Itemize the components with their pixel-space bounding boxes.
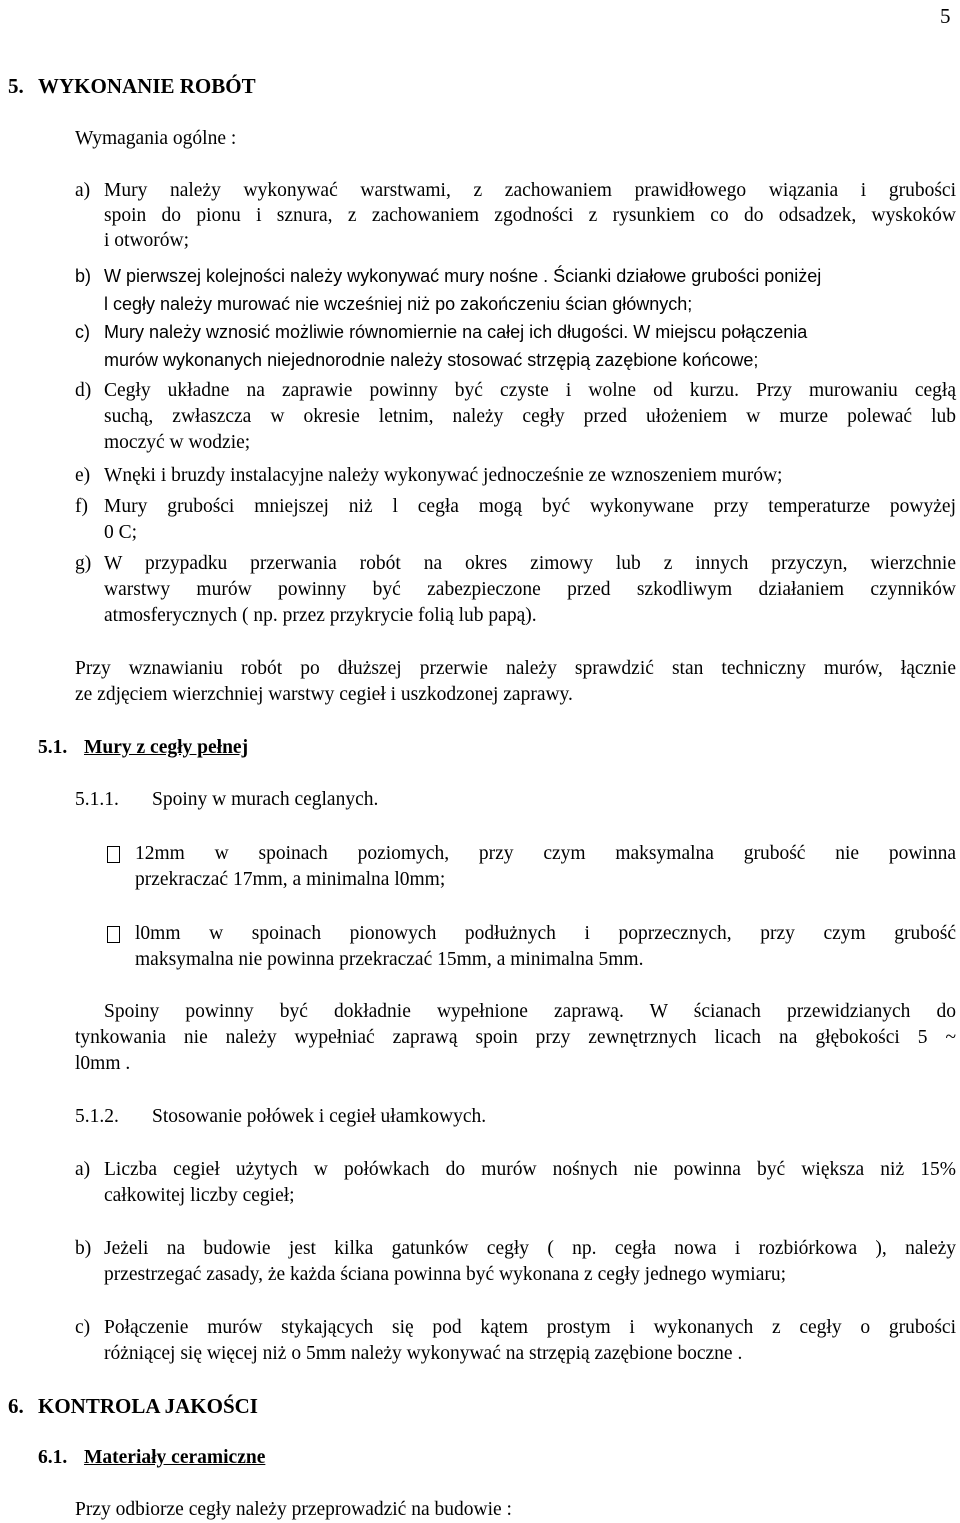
subsubsection-number: 5.1.2. [75, 1106, 119, 1127]
list-item-text: murów wykonanych niejednorodnie należy stosować strzępią zazębione końcowe; [104, 350, 759, 370]
list-item-text: Mury należy wznosić możliwie równomiernie na całej ich długości. W miejscu połączenia [104, 322, 808, 342]
subsection-number: 6.1. [38, 1447, 68, 1468]
list-item-text: przestrzegać zasady, że każda ściana powinna być wykonana z cegły jednego wymiaru; [104, 1264, 787, 1285]
list-item-text: moczyć w wodzie; [104, 432, 251, 453]
list-item-text: różniącej się więcej niż o 5mm należy wykonywać na strzępią zazębione boczne . [104, 1343, 743, 1364]
section-title: KONTROLA JAKOŚCI [38, 1394, 258, 1418]
list-label: a) [75, 1159, 91, 1180]
subsubsection-title: Stosowanie połówek i cegieł ułamkowych. [152, 1106, 487, 1127]
list-label: a) [75, 180, 91, 201]
list-item-text: Liczba cegieł użytych w połówkach do murów nośnych nie powinna być większa niż 15% [104, 1159, 956, 1180]
bullet-box-icon [107, 846, 134, 868]
list-label: c) [75, 1317, 91, 1338]
list-item-text: l cegły należy murować nie wcześniej niż po zakończeniu ścian głównych; [104, 294, 693, 314]
list-item-text: Połączenie murów stykających się pod kątem prostym i wykonanych z cegły o grubości [104, 1317, 956, 1338]
list-label: c) [75, 322, 90, 342]
paragraph: ze zdjęciem wierzchniej warstwy cegieł i uszkodzonej zaprawy. [75, 684, 573, 705]
list-item-text: spoin do pionu i sznura, z zachowaniem zgodności z rysunkiem co do odsadzek, wyskoków [104, 205, 956, 226]
list-item-text: W pierwszej kolejności należy wykonywać mury nośne . Ścianki działowe grubości poniżej [104, 266, 822, 286]
bullet-text: maksymalna nie powinna przekraczać 15mm, a minimalna 5mm. [135, 949, 644, 970]
subsubsection-title: Spoiny w murach ceglanych. [152, 789, 379, 810]
list-item-text: atmosferycznych ( np. przez przykrycie folią lub papą). [104, 605, 537, 626]
list-label: f) [75, 496, 88, 517]
subsection-title: Materiały ceramiczne [84, 1447, 266, 1468]
list-label: e) [75, 465, 91, 486]
list-item-text: Wnęki i bruzdy instalacyjne należy wykonywać jednocześnie ze wznoszeniem murów; [104, 465, 783, 486]
list-item-text: Jeżeli na budowie jest kilka gatunków cegły ( np. cegła nowa i rozbiórkowa ), należy [104, 1238, 956, 1259]
list-item-text: W przypadku przerwania robót na okres zimowy lub z innych przyczyn, wierzchnie [104, 553, 956, 574]
list-label: b) [75, 1238, 92, 1259]
subsubsection-number: 5.1.1. [75, 789, 119, 810]
paragraph: tynkowania nie należy wypełniać zaprawą spoin przy zewnętrznych licach na głębokości 5 ~ [75, 1027, 956, 1048]
bullet-text: przekraczać 17mm, a minimalna l0mm; [135, 869, 446, 890]
paragraph: Przy wznawianiu robót po dłuższej przerwie należy sprawdzić stan techniczny murów, łącznie [75, 658, 956, 679]
paragraph: Przy odbiorze cegły należy przeprowadzić na budowie : [75, 1499, 512, 1520]
paragraph: l0mm . [75, 1053, 131, 1074]
section-number: 5. [8, 74, 24, 98]
intro-text: Wymagania ogólne : [75, 128, 237, 149]
list-label: b) [75, 266, 92, 286]
list-item-text: suchą, zwłaszcza w okresie letnim, należy cegły przed ułożeniem w murze polewać lub [104, 406, 956, 427]
list-label: d) [75, 380, 92, 401]
list-label: g) [75, 553, 92, 574]
bullet-box-icon [107, 926, 134, 948]
list-item-text: i otworów; [104, 230, 190, 251]
list-item-text: 0 C; [104, 522, 138, 543]
list-item-text: Mury grubości mniejszej niż l cegła mogą być wykonywane przy temperaturze powyżej [104, 496, 956, 517]
list-item-text: Mury należy wykonywać warstwami, z zachowaniem prawidłowego wiązania i grubości [104, 180, 956, 201]
list-item-text: Cegły układne na zaprawie powinny być czyste i wolne od kurzu. Przy murowaniu cegłą [104, 380, 956, 401]
section-title: WYKONANIE ROBÓT [38, 74, 256, 98]
list-item-text: warstwy murów powinny być zabezpieczone przed szkodliwym działaniem czynników [104, 579, 956, 600]
page-number: 5 [940, 4, 951, 28]
section-number: 6. [8, 1394, 24, 1418]
subsection-title: Mury z cegły pełnej [84, 737, 249, 758]
paragraph: Spoiny powinny być dokładnie wypełnione zaprawą. W ścianach przewidzianych do [104, 1001, 956, 1022]
subsection-number: 5.1. [38, 737, 68, 758]
bullet-text: 12mm w spoinach poziomych, przy czym maksymalna grubość nie powinna [135, 843, 956, 864]
list-item-text: całkowitej liczby cegieł; [104, 1185, 295, 1206]
bullet-text: l0mm w spoinach pionowych podłużnych i poprzecznych, przy czym grubość [135, 923, 956, 944]
